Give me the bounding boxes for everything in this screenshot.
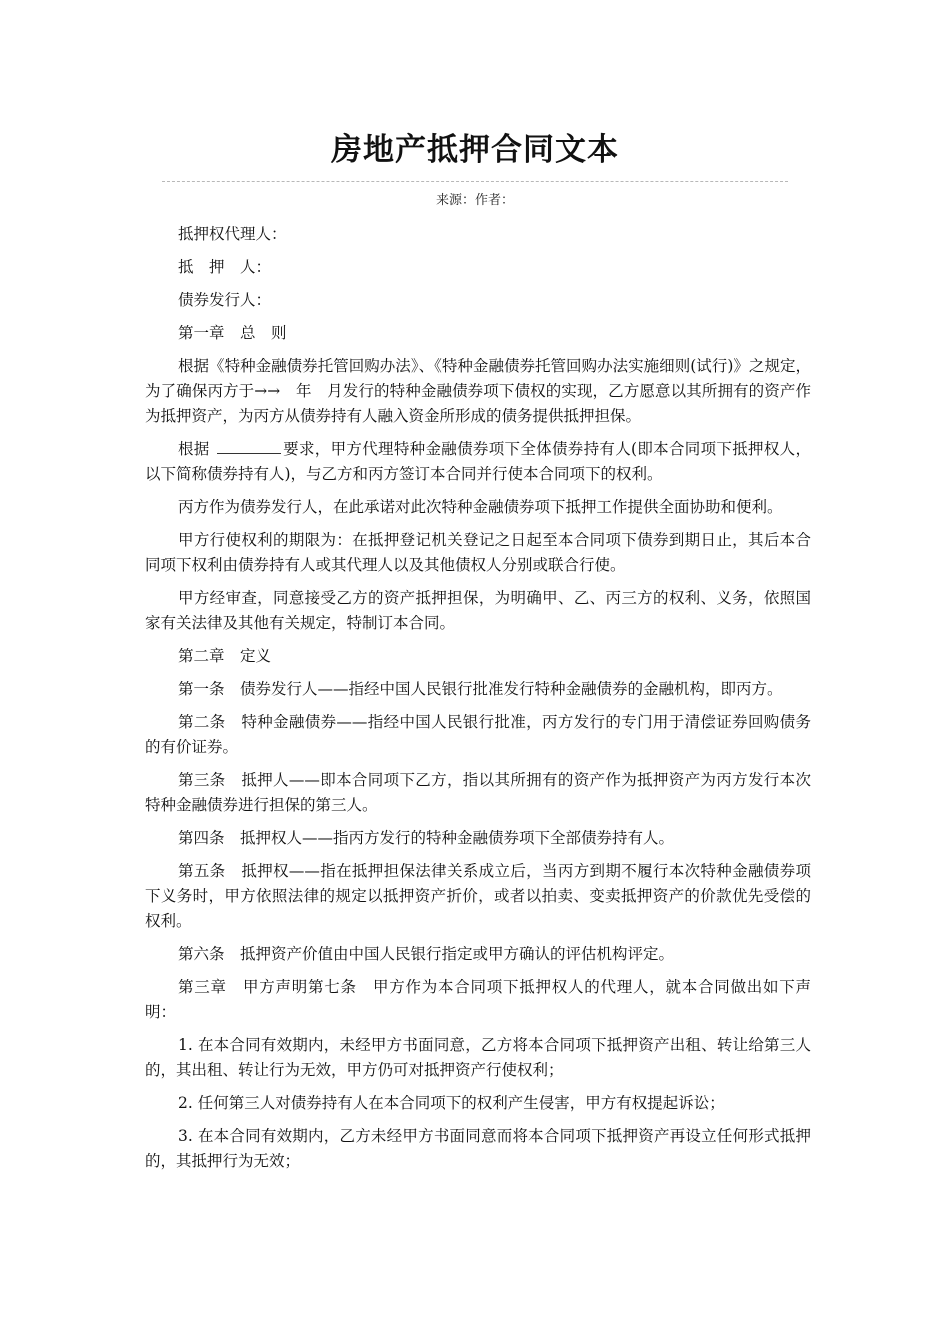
source-line: 来源：作者： bbox=[435, 193, 514, 208]
paragraph: 抵押权代理人： bbox=[178, 225, 287, 243]
paragraph: 债券发行人： bbox=[178, 291, 272, 309]
paragraph-prefix: 根据 bbox=[178, 440, 210, 458]
paragraph: 甲方行使权利的期限为：在抵押登记机关登记之日起至本合同项下债券到期日止，其后本合同项下权利由债券持有人或其代理人以及其他债权人分别或联合行使。 bbox=[145, 531, 811, 574]
article: 第二条 特种金融债券——指经中国人民银行批准，丙方发行的专门用于清偿证券回购债务的有价证券。 bbox=[145, 713, 811, 756]
chapter-heading: 第二章 定义 bbox=[178, 647, 272, 665]
title-divider bbox=[162, 181, 788, 182]
chapter-heading: 第三章 甲方声明第七条 甲方作为本合同项下抵押权人的代理人，就本合同做出如下声明： bbox=[145, 978, 811, 1021]
article: 第五条 抵押权——指在抵押担保法律关系成立后，当丙方到期不履行本次特种金融债券项下义务时，甲方依照法律的规定以抵押资产折价，或者以拍卖、变卖抵押资产的价款优先受偿的权利。 bbox=[145, 862, 811, 930]
paragraph: 根据《特种金融债券托管回购办法》、《特种金融债券托管回购办法实施细则(试行)》之规定，为了确保丙方于→→ 年 月发行的特种金融债券项下债权的实现，乙方愿意以其所拥有的资产作为抵押资产，为丙方从债券持有人融入资金所形成的债务提供抵押担保。 bbox=[145, 357, 811, 425]
document-body bbox=[145, 222, 811, 1182]
list-item: 1. 在本合同有效期内，未经甲方书面同意，乙方将本合同项下抵押资产出租、转让给第三人的，其出租、转让行为无效，甲方仍可对抵押资产行使权利； bbox=[145, 1036, 811, 1079]
paragraph: 抵 押 人： bbox=[178, 258, 272, 276]
article: 第三条 抵押人——即本合同项下乙方，指以其所拥有的资产作为抵押资产为丙方发行本次特种金融债券进行担保的第三人。 bbox=[145, 771, 811, 814]
list-item: 3. 在本合同有效期内，乙方未经甲方书面同意而将本合同项下抵押资产再设立任何形式抵押的，其抵押行为无效； bbox=[145, 1127, 811, 1170]
article: 第四条 抵押权人——指丙方发行的特种金融债券项下全部债券持有人。 bbox=[178, 829, 675, 847]
document-title: 房地产抵押合同文本 bbox=[331, 132, 619, 168]
paragraph: 丙方作为债券发行人，在此承诺对此次特种金融债券项下抵押工作提供全面协助和便利。 bbox=[178, 498, 783, 516]
blank-underline bbox=[217, 437, 281, 454]
paragraph: 甲方经审查，同意接受乙方的资产抵押担保，为明确甲、乙、丙三方的权利、义务，依照国家有关法律及其他有关规定，特制订本合同。 bbox=[145, 589, 811, 632]
article: 第六条 抵押资产价值由中国人民银行指定或甲方确认的评估机构评定。 bbox=[178, 945, 675, 963]
chapter-heading: 第一章 总 则 bbox=[178, 324, 287, 342]
paragraph-text: 要求，甲方代理特种金融债券项下全体债券持有人(即本合同项下抵押权人，以下简称债券持有人)，与乙方和丙方签订本合同并行使本合同项下的权利。 bbox=[145, 440, 811, 483]
paragraph bbox=[145, 437, 811, 487]
article: 第一条 债券发行人——指经中国人民银行批准发行特种金融债券的金融机构，即丙方。 bbox=[178, 680, 783, 698]
list-item: 2. 任何第三人对债券持有人在本合同项下的权利产生侵害，甲方有权提起诉讼； bbox=[178, 1094, 725, 1112]
